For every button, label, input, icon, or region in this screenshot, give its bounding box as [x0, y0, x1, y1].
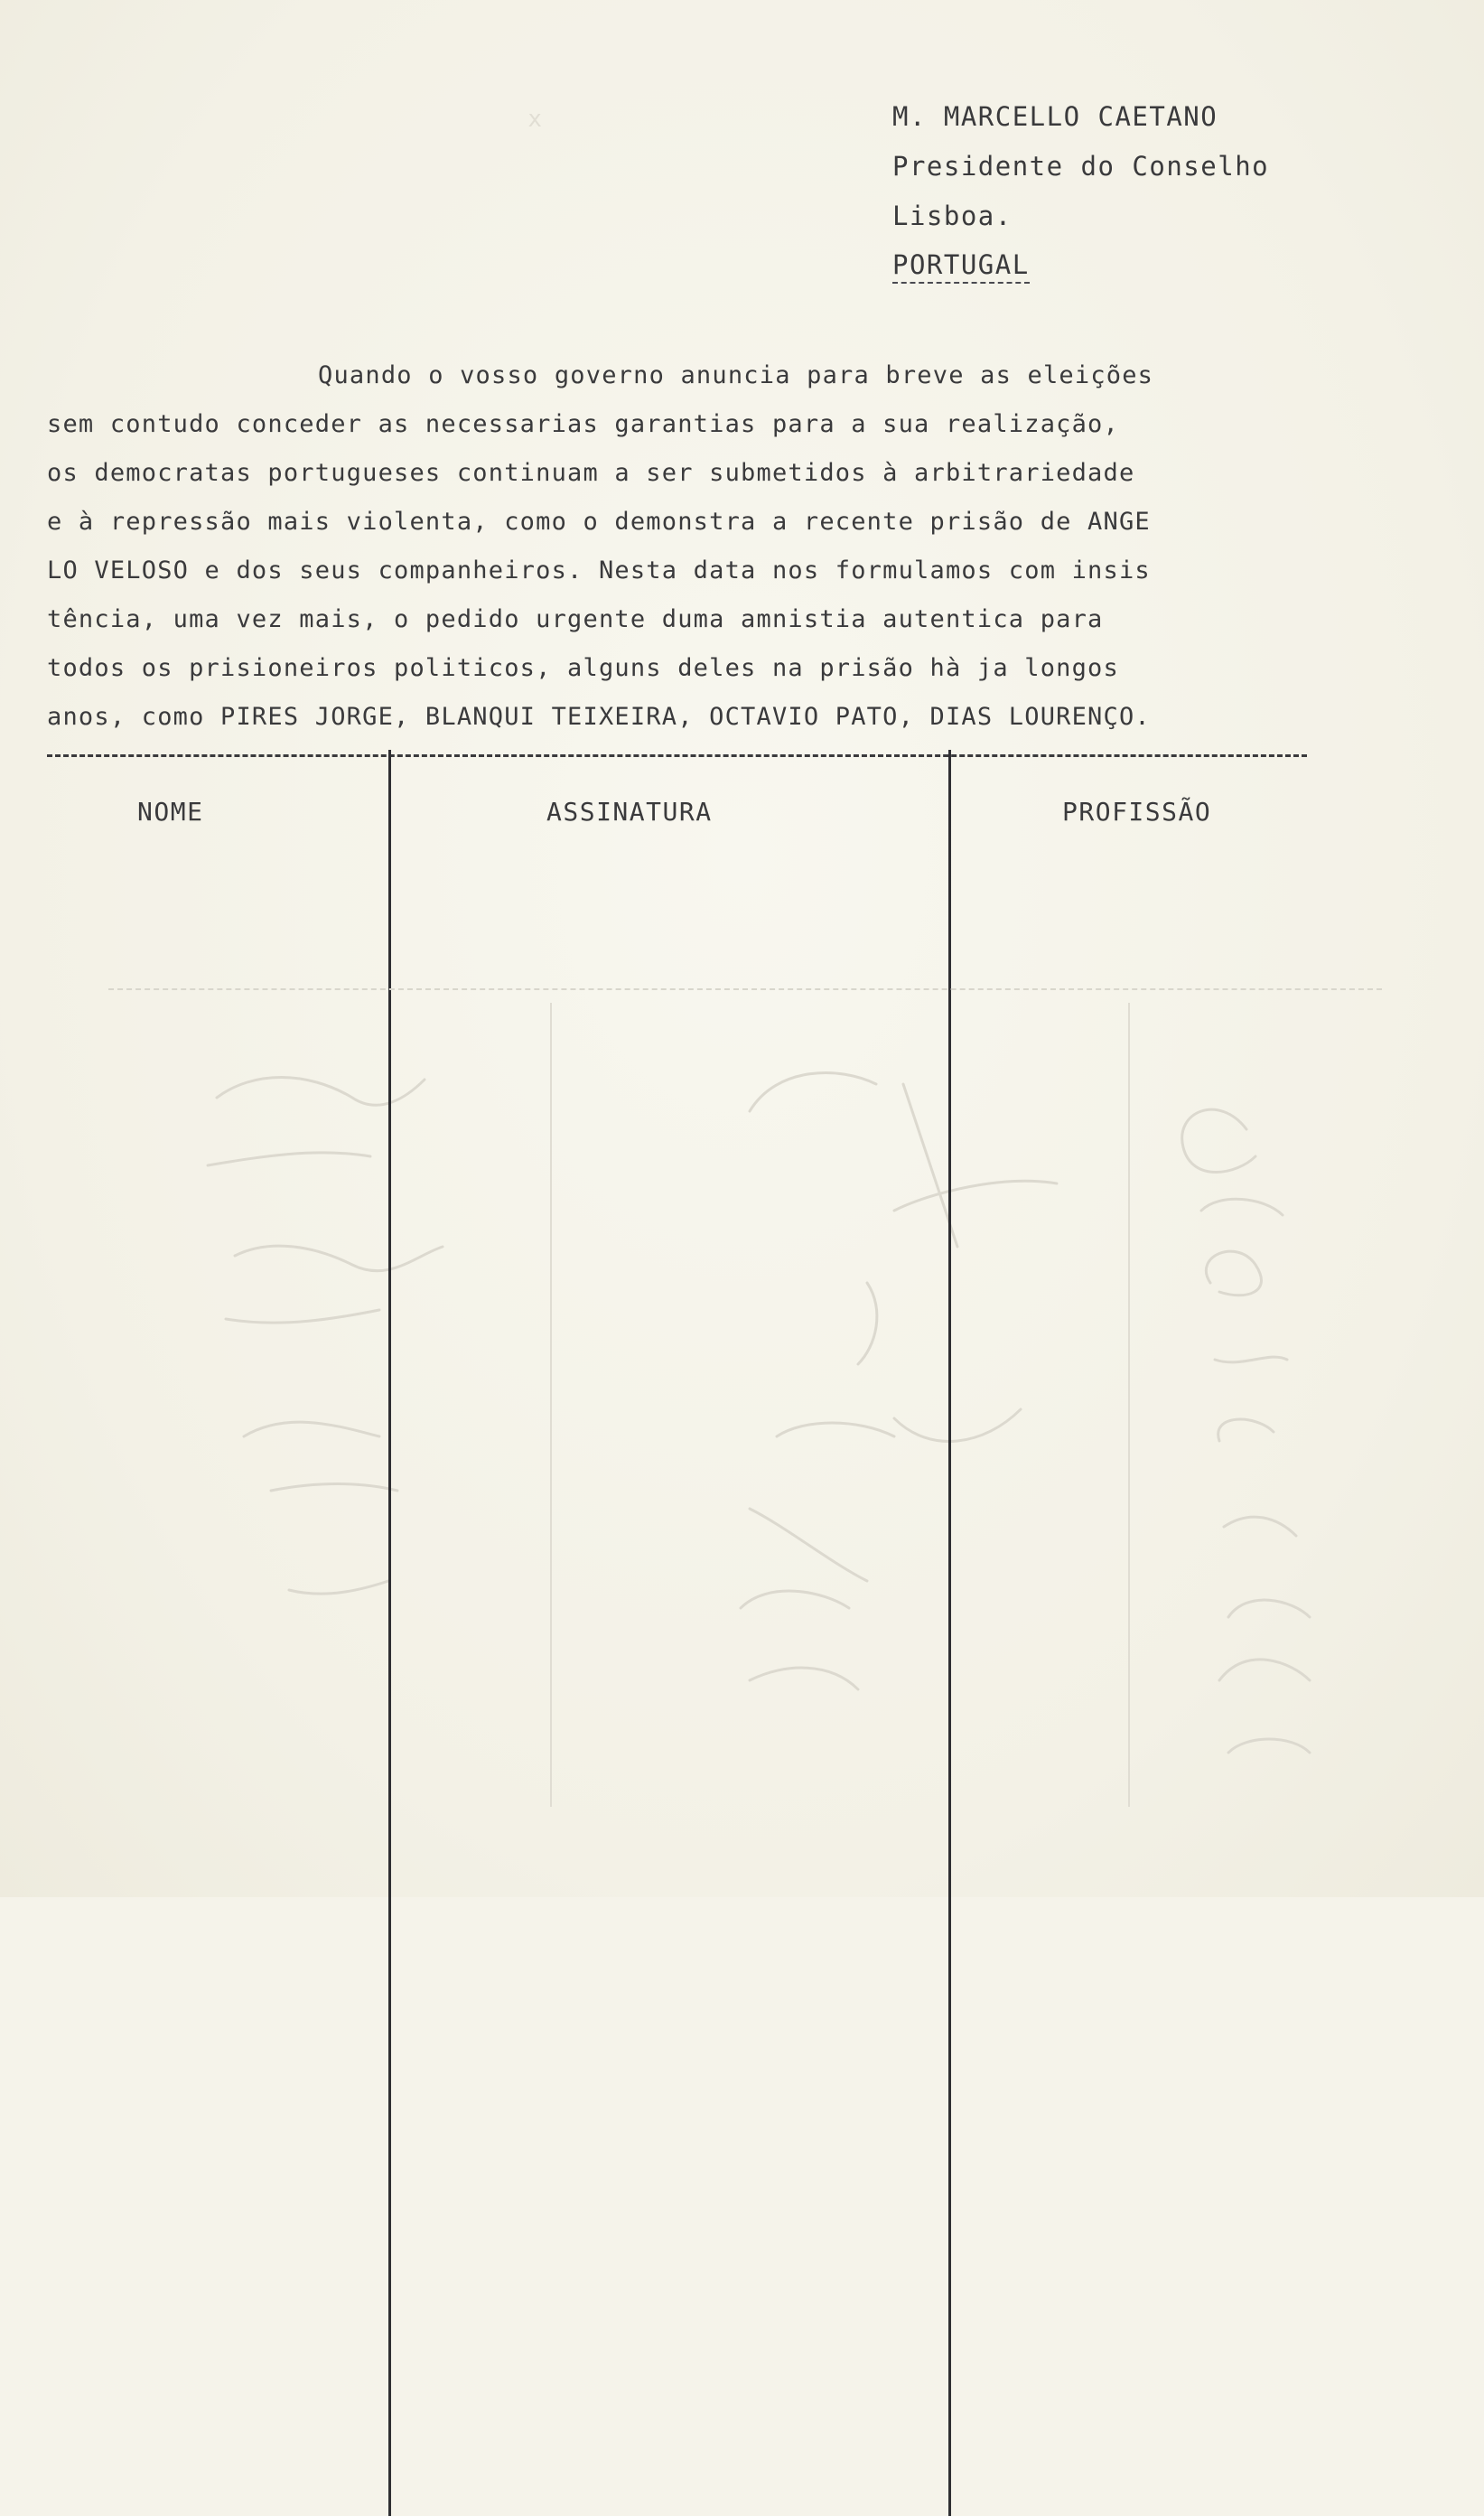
- column-header-profissao: PROFISSÃO: [1062, 797, 1212, 827]
- letter-line-4: e à repressão mais violenta, como o demonstra a recente prisão de ANGE: [47, 508, 1151, 536]
- letter-line-8: anos, como PIRES JORGE, BLANQUI TEIXEIRA, OCTAVIO PATO, DIAS LOURENÇO.: [47, 703, 1151, 731]
- table-column-divider-2: [948, 750, 951, 2516]
- addressee-country: PORTUGAL: [892, 249, 1030, 284]
- bleed-through-rule: [108, 988, 1382, 990]
- letter-line-3: os democratas portugueses continuam a ser submetidos à arbitrariedade: [47, 459, 1135, 487]
- column-header-assinatura: ASSINATURA: [546, 797, 713, 827]
- addressee-city: Lisboa.: [892, 201, 1013, 231]
- letter-line-7: todos os prisioneiros politicos, alguns deles na prisão hà ja longos: [47, 654, 1119, 682]
- table-top-rule: [47, 754, 1307, 757]
- letter-line-1: Quando o vosso governo anuncia para breve as eleições: [318, 361, 1154, 389]
- table-column-divider-1: [388, 750, 391, 2516]
- letter-line-6: tência, uma vez mais, o pedido urgente duma amnistia autentica para: [47, 605, 1104, 633]
- letter-line-5: LO VELOSO e dos seus companheiros. Nesta data nos formulamos com insis: [47, 557, 1151, 585]
- addressee-name: M. MARCELLO CAETANO: [892, 101, 1218, 132]
- addressee-title: Presidente do Conselho: [892, 151, 1270, 182]
- letter-line-2: sem contudo conceder as necessarias garantias para a sua realização,: [47, 410, 1119, 438]
- svg-text:x: x: [527, 106, 542, 133]
- column-header-nome: NOME: [137, 797, 204, 827]
